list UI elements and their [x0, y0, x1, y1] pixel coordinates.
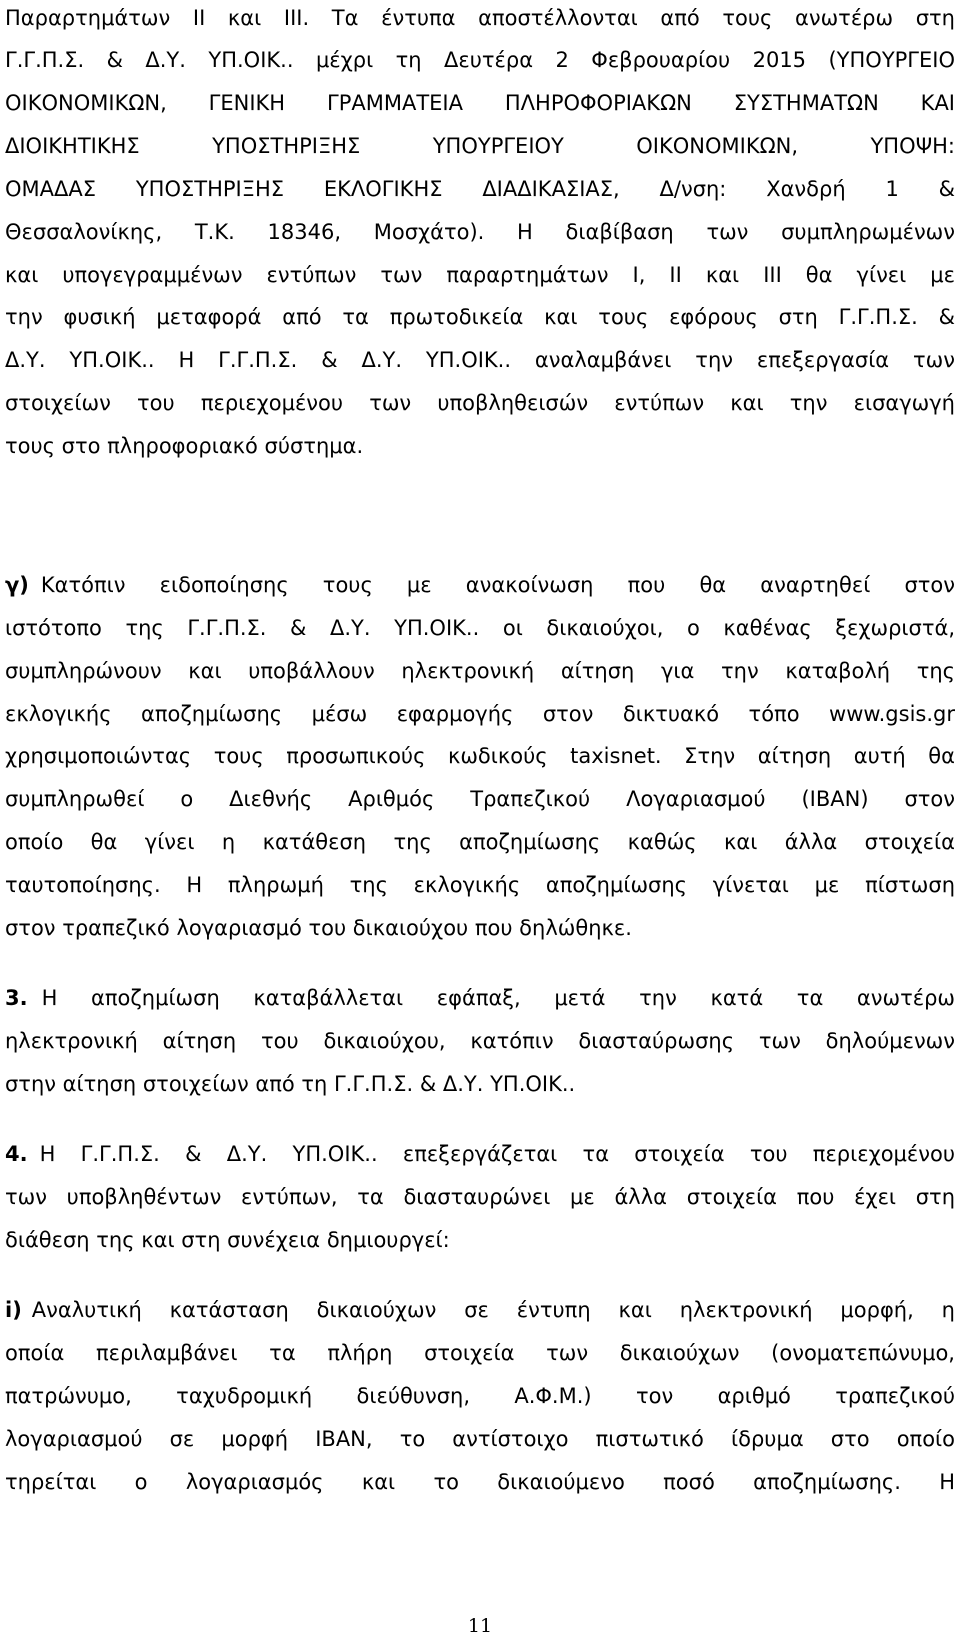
text-line: Θεσσαλονίκης, Τ.Κ. 18346, Μοσχάτο). Η διαβίβαση των συμπληρωμένων — [5, 220, 955, 244]
text-line: οποία περιλαμβάνει τα πλήρη στοιχεία των δικαιούχων (ονοματεπώνυμο, — [5, 1341, 955, 1365]
text-line: τους στο πληροφοριακό σύστημα. — [5, 434, 364, 458]
paragraph-marker: i) — [5, 1298, 22, 1322]
text-line: τηρείται ο λογαριασμός και το δικαιούμενο ποσό αποζημίωσης. Η — [5, 1470, 955, 1494]
text-line: ταυτοποίησης. Η πληρωμή της εκλογικής αποζημίωσης γίνεται με πίστωση — [5, 873, 955, 897]
text-line: χρησιμοποιώντας τους προσωπικούς κωδικούς taxisnet. Στην αίτηση αυτή θα — [5, 744, 955, 768]
text-line: και υπογεγραμμένων εντύπων των παραρτημάτων I, II και III θα γίνει με — [5, 263, 955, 287]
text-line-first — [5, 1140, 955, 1168]
text-line: Αναλυτική κατάσταση δικαιούχων σε έντυπη και ηλεκτρονική μορφή, η — [31, 1298, 955, 1322]
text-line: ΟΜΑΔΑΣ ΥΠΟΣΤΗΡΙΞΗΣ ΕΚΛΟΓΙΚΗΣ ΔΙΑΔΙΚΑΣΙΑΣ, Δ/νση: Χανδρή 1 & — [5, 177, 955, 201]
text-line: διάθεση της και στη συνέχεια δημιουργεί: — [5, 1228, 450, 1252]
text-line: εκλογικής αποζημίωσης μέσω εφαρμογής στον δικτυακό τόπο www.gsis.gr — [5, 702, 955, 726]
text-line: στην αίτηση στοιχείων από τη Γ.Γ.Π.Σ. & Δ.Υ. ΥΠ.ΟΙΚ.. — [5, 1072, 576, 1096]
text-line: συμπληρωθεί ο Διεθνής Αριθμός Τραπεζικού Λογαριασμού (IBAN) στον — [5, 787, 955, 811]
text-line: στοιχείων του περιεχομένου των υποβληθεισών εντύπων και την εισαγωγή — [5, 391, 955, 415]
text-line: ΔΙΟΙΚΗΤΙΚΗΣ ΥΠΟΣΤΗΡΙΞΗΣ ΥΠΟΥΡΓΕΙΟΥ ΟΙΚΟΝΟΜΙΚΩΝ, ΥΠΟΨΗ: — [5, 134, 955, 158]
paragraph-marker: 4. — [5, 1142, 28, 1166]
text-line: Η Γ.Γ.Π.Σ. & Δ.Υ. ΥΠ.ΟΙΚ.. επεξεργάζεται τα στοιχεία του περιεχομένου — [39, 1142, 955, 1166]
page-number: 11 — [467, 1615, 493, 1637]
text-line: Παραρτημάτων II και III. Τα έντυπα αποστέλλονται από τους ανωτέρω στη — [5, 6, 955, 30]
text-line: Δ.Υ. ΥΠ.ΟΙΚ.. Η Γ.Γ.Π.Σ. & Δ.Υ. ΥΠ.ΟΙΚ.. αναλαμβάνει την επεξεργασία των — [5, 348, 955, 372]
text-line-first — [5, 571, 955, 599]
text-line: οποίο θα γίνει η κατάθεση της αποζημίωσης καθώς και άλλα στοιχεία — [5, 830, 955, 854]
text-line: ηλεκτρονική αίτηση του δικαιούχου, κατόπιν διασταύρωσης των δηλούμενων — [5, 1029, 955, 1053]
text-line: πατρώνυμο, ταχυδρομική διεύθυνση, Α.Φ.Μ.) τον αριθμό τραπεζικού — [5, 1384, 955, 1408]
text-line: συμπληρώνουν και υποβάλλουν ηλεκτρονική αίτηση για την καταβολή της — [5, 659, 955, 683]
text-line: λογαριασμού σε μορφή IBAN, το αντίστοιχο πιστωτικό ίδρυμα στο οποίο — [5, 1427, 955, 1451]
text-line: ιστότοπο της Γ.Γ.Π.Σ. & Δ.Υ. ΥΠ.ΟΙΚ.. οι δικαιούχοι, ο καθένας ξεχωριστά, — [5, 616, 955, 640]
text-line: ΟΙΚΟΝΟΜΙΚΩΝ, ΓΕΝΙΚΗ ΓΡΑΜΜΑΤΕΙΑ ΠΛΗΡΟΦΟΡΙΑΚΩΝ ΣΥΣΤΗΜΑΤΩΝ ΚΑΙ — [5, 91, 955, 115]
paragraph-marker: γ) — [5, 573, 29, 597]
paragraph-marker: 3. — [5, 986, 28, 1010]
text-line: Η αποζημίωση καταβάλλεται εφάπαξ, μετά την κατά τα ανωτέρω — [41, 986, 955, 1010]
text-line: την φυσική μεταφορά από τα πρωτοδικεία και τους εφόρους στη Γ.Γ.Π.Σ. & — [5, 305, 955, 329]
text-line: Κατόπιν ειδοποίησης τους με ανακοίνωση που θα αναρτηθεί στον — [40, 573, 955, 597]
text-line: στον τραπεζικό λογαριασμό του δικαιούχου που δηλώθηκε. — [5, 916, 632, 940]
text-line-first — [5, 1296, 955, 1324]
text-line: των υποβληθέντων εντύπων, τα διασταυρώνει με άλλα στοιχεία που έχει στη — [5, 1185, 955, 1209]
text-line-first — [5, 984, 955, 1012]
text-line: Γ.Γ.Π.Σ. & Δ.Υ. ΥΠ.ΟΙΚ.. μέχρι τη Δευτέρα 2 Φεβρουαρίου 2015 (ΥΠΟΥΡΓΕΙΟ — [5, 48, 955, 72]
